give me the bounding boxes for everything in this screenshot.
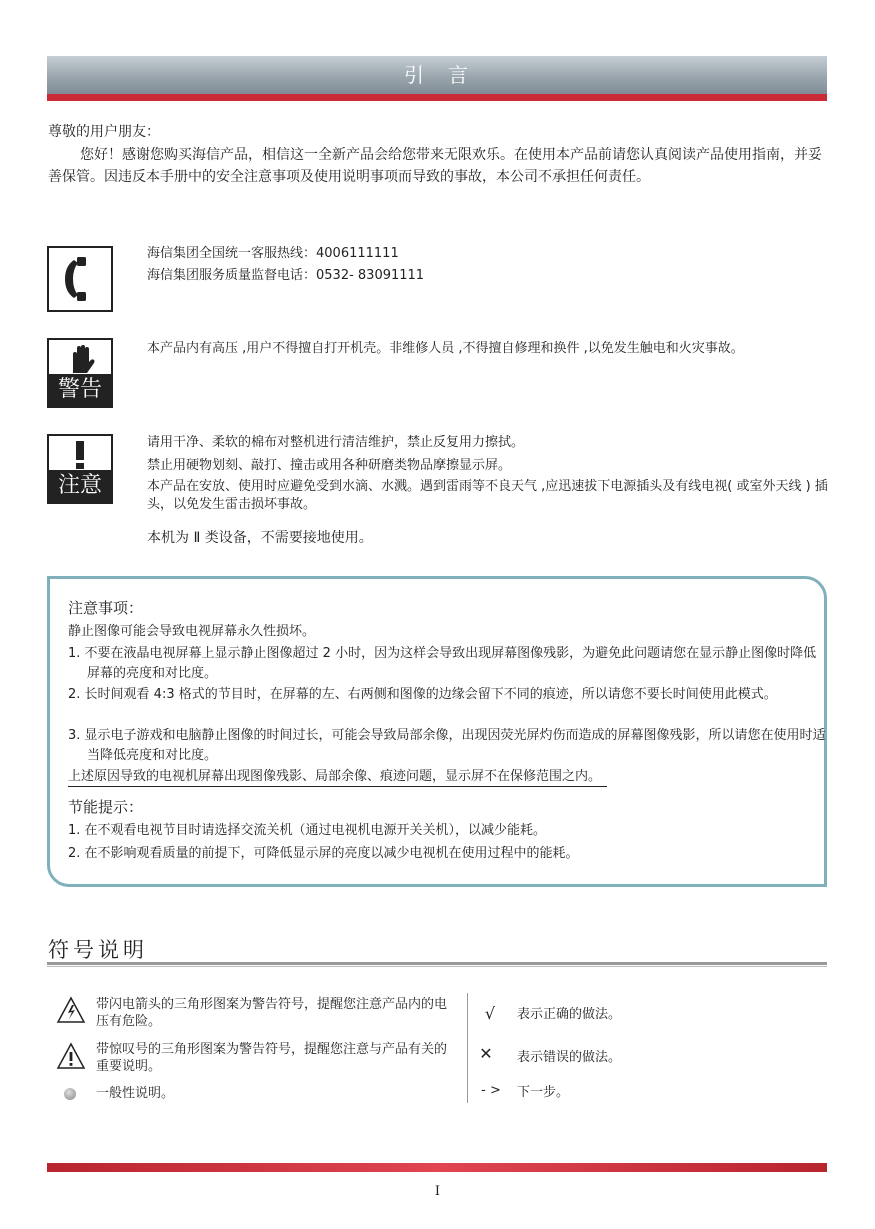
exclamation-icon [49, 436, 111, 472]
symbols-rule-thin [47, 966, 827, 967]
symbols-divider [467, 993, 468, 1103]
symbol-check-text: 表示正确的做法。 [517, 1007, 622, 1022]
notes-item-2: 2. 长时间观看 4:3 格式的节目时，在屏幕的左、右两侧和图像的边缘会留下不同的痕迹，所以请您不要长时间使用此模式。 [68, 687, 777, 702]
lightning-triangle-icon [56, 996, 86, 1024]
page-title: 引 言 [404, 63, 470, 87]
notes-disclaimer: 上述原因导致的电视机屏幕出现图像残影、局部余像、痕迹问题，显示屏不在保修范围之内。 [68, 768, 607, 787]
greeting: 尊敬的用户朋友： [48, 124, 160, 140]
next-arrow-icon: - > [481, 1083, 501, 1098]
warning-text: 本产品内有高压 ,用户不得擅自打开机壳。非维修人员 ,不得擅自修理和换件 ,以免发生触电和火灾事故。 [147, 341, 744, 356]
notes-subtitle: 静止图像可能会导致电视屏幕永久性损坏。 [68, 624, 316, 639]
caution-line-3: 本产品在安放、使用时应避免受到水滴、水溅。遇到雷雨等不良天气 ,应迅速拔下电源插头及有线电视( 或室外天线 ) 插头，以免发生雷击损坏事故。 [147, 479, 828, 512]
energy-title: 节能提示： [68, 798, 144, 816]
notes-title: 注意事项： [68, 599, 144, 617]
caution-label: 注意 [49, 470, 111, 502]
symbol-cross-text: 表示错误的做法。 [517, 1050, 622, 1065]
cross-icon: ✕ [479, 1044, 493, 1063]
symbol-dot-text: 一般性说明。 [96, 1086, 175, 1101]
hotline-line-2: 海信集团服务质量监督电话：0532- 83091111 [147, 268, 425, 283]
notes-item-3: 3. 显示电子游戏和电脑静止图像的时间过长，可能会导致局部余像，出现因荧光屏灼伤而造成的屏幕图像残影，所以请您在使用时适当降低亮度和对比度。 [68, 728, 826, 763]
symbols-title: 符号说明 [48, 938, 148, 962]
energy-item-1: 1. 在不观看电视节目时请选择交流关机（通过电视机电源开关关机），以减少能耗。 [68, 823, 547, 838]
exclamation-triangle-icon [56, 1042, 86, 1070]
symbol-lightning-text: 带闪电箭头的三角形图案为警告符号，提醒您注意产品内的电压有危险。 [96, 997, 448, 1029]
notes-item-1: 1. 不要在液晶电视屏幕上显示静止图像超过 2 小时，因为这样会导致出现屏幕图像残影，为避免此问题请您在显示静止图像时降低屏幕的亮度和对比度。 [68, 646, 817, 681]
phone-icon [47, 246, 113, 312]
footer-red-bar [47, 1163, 827, 1172]
caution-line-2: 禁止用硬物划刻、敲打、撞击或用各种研磨类物品摩擦显示屏。 [147, 458, 512, 473]
hotline-line-1: 海信集团全国统一客服热线：4006111111 [147, 246, 399, 261]
symbols-rule [47, 962, 827, 965]
intro-paragraph: 您好！感谢您购买海信产品，相信这一全新产品会给您带来无限欢乐。在使用本产品前请您认真阅读产品使用指南，并妥善保管。因违反本手册中的安全注意事项及使用说明事项而导致的事故，本公司不承担任何责任。 [48, 147, 822, 185]
caution-line-1: 请用干净、柔软的棉布对整机进行清洁维护，禁止反复用力擦拭。 [147, 435, 525, 450]
header-banner [47, 56, 827, 94]
caution-line-4: 本机为 Ⅱ 类设备，不需要接地使用。 [147, 530, 373, 546]
energy-item-2: 2. 在不影响观看质量的前提下，可降低显示屏的亮度以减少电视机在使用过程中的能耗。 [68, 846, 579, 861]
warning-label: 警告 [49, 374, 111, 406]
symbol-next-text: 下一步。 [517, 1085, 570, 1100]
check-icon: √ [484, 1004, 496, 1023]
page-number: I [434, 1184, 441, 1199]
header-red-rule [47, 94, 827, 101]
symbol-exclamation-text: 带惊叹号的三角形图案为警告符号，提醒您注意与产品有关的重要说明。 [96, 1042, 448, 1074]
caution-box [47, 434, 113, 504]
hand-stop-icon [49, 340, 111, 376]
gray-dot-icon [64, 1088, 76, 1100]
warning-box [47, 338, 113, 408]
